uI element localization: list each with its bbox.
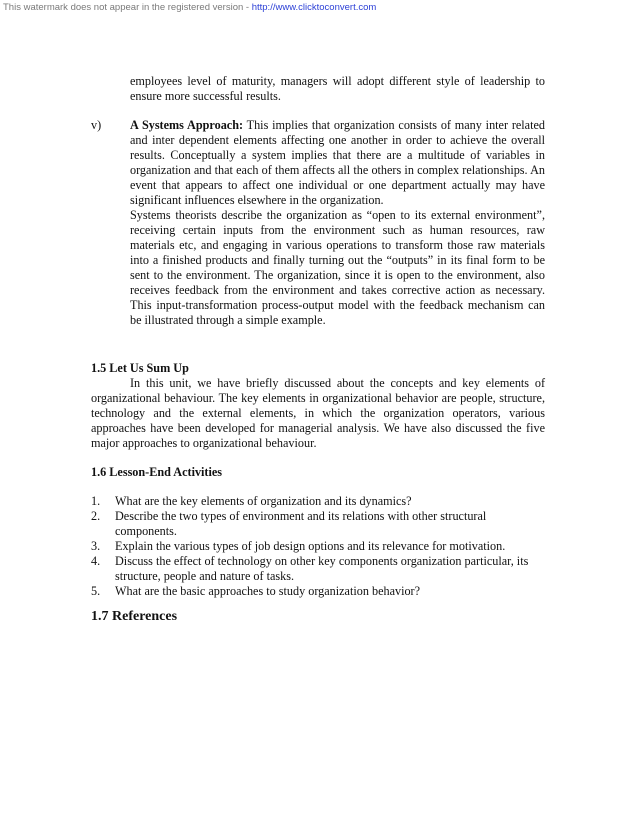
list-item (91, 509, 551, 539)
list-item (91, 494, 551, 509)
systems-approach-text: This implies that organization consists of many inter related and inter dependent elements affecting one another in order to achieve the overall results. Conceptually a system implies that there are a multitude of variables in organization and that each of them affects all the others in complex relationships. An event that appears to affect one individual or one department actually may have significant influences elsewhere in the organization. (130, 118, 545, 207)
list-number: 2. (91, 509, 101, 523)
list-item-text: What are the key elements of organization and its dynamics? (115, 494, 412, 508)
list-item (91, 539, 551, 554)
activities-list (91, 494, 551, 599)
list-item-text: Describe the two types of environment and its relations with other structural components. (115, 509, 487, 538)
watermark-link[interactable]: http://www.clicktoconvert.com (251, 2, 377, 13)
list-marker: v) (91, 118, 102, 132)
list-item-text: Explain the various types of job design options and its relevance for motivation. (115, 539, 506, 553)
section-heading-1-6: 1.6 Lesson-End Activities (91, 465, 223, 479)
watermark-text: This watermark does not appear in the registered version - (3, 2, 252, 13)
summary-paragraph: In this unit, we have briefly discussed about the concepts and key elements of organizational behaviour. The key elements in organizational behavior are people, structure, technology and the external elements, in which the organization operators, various approaches have been developed for managerial analysis. We have also discussed the five major approaches to organizational behaviour. (91, 376, 545, 450)
list-item-text: Discuss the effect of technology on other key components organization particular, its structure, people and nature of tasks. (115, 554, 529, 583)
systems-theorists-paragraph: Systems theorists describe the organization as “open to its external environment”, receiving certain inputs from the environment such as human resources, raw materials etc, and engaging in various operations to transform those raw materials into a finished products and finally turning out the “outputs” in its final form to be sent to the environment. The organization, since it is open to the environment, also receives feedback from the environment and takes corrective action as necessary. This input-transformation process-output model with the feedback mechanism can be illustrated through a simple example. (130, 208, 545, 327)
watermark-notice (3, 2, 376, 13)
continuation-paragraph: employees level of maturity, managers will adopt different style of leadership to ensure more successful results. (130, 74, 545, 103)
list-number: 5. (91, 584, 101, 598)
systems-approach-paragraph (130, 118, 545, 208)
list-item (91, 584, 551, 599)
list-number: 1. (91, 494, 101, 508)
list-item-text: What are the basic approaches to study organization behavior? (115, 584, 421, 598)
list-item-body (130, 118, 545, 328)
systems-approach-label: A Systems Approach: (130, 118, 244, 132)
list-number: 3. (91, 539, 101, 553)
section-heading-1-5: 1.5 Let Us Sum Up (91, 361, 189, 375)
list-item (91, 554, 551, 584)
section-heading-1-7: 1.7 References (91, 609, 178, 624)
list-number: 4. (91, 554, 101, 568)
